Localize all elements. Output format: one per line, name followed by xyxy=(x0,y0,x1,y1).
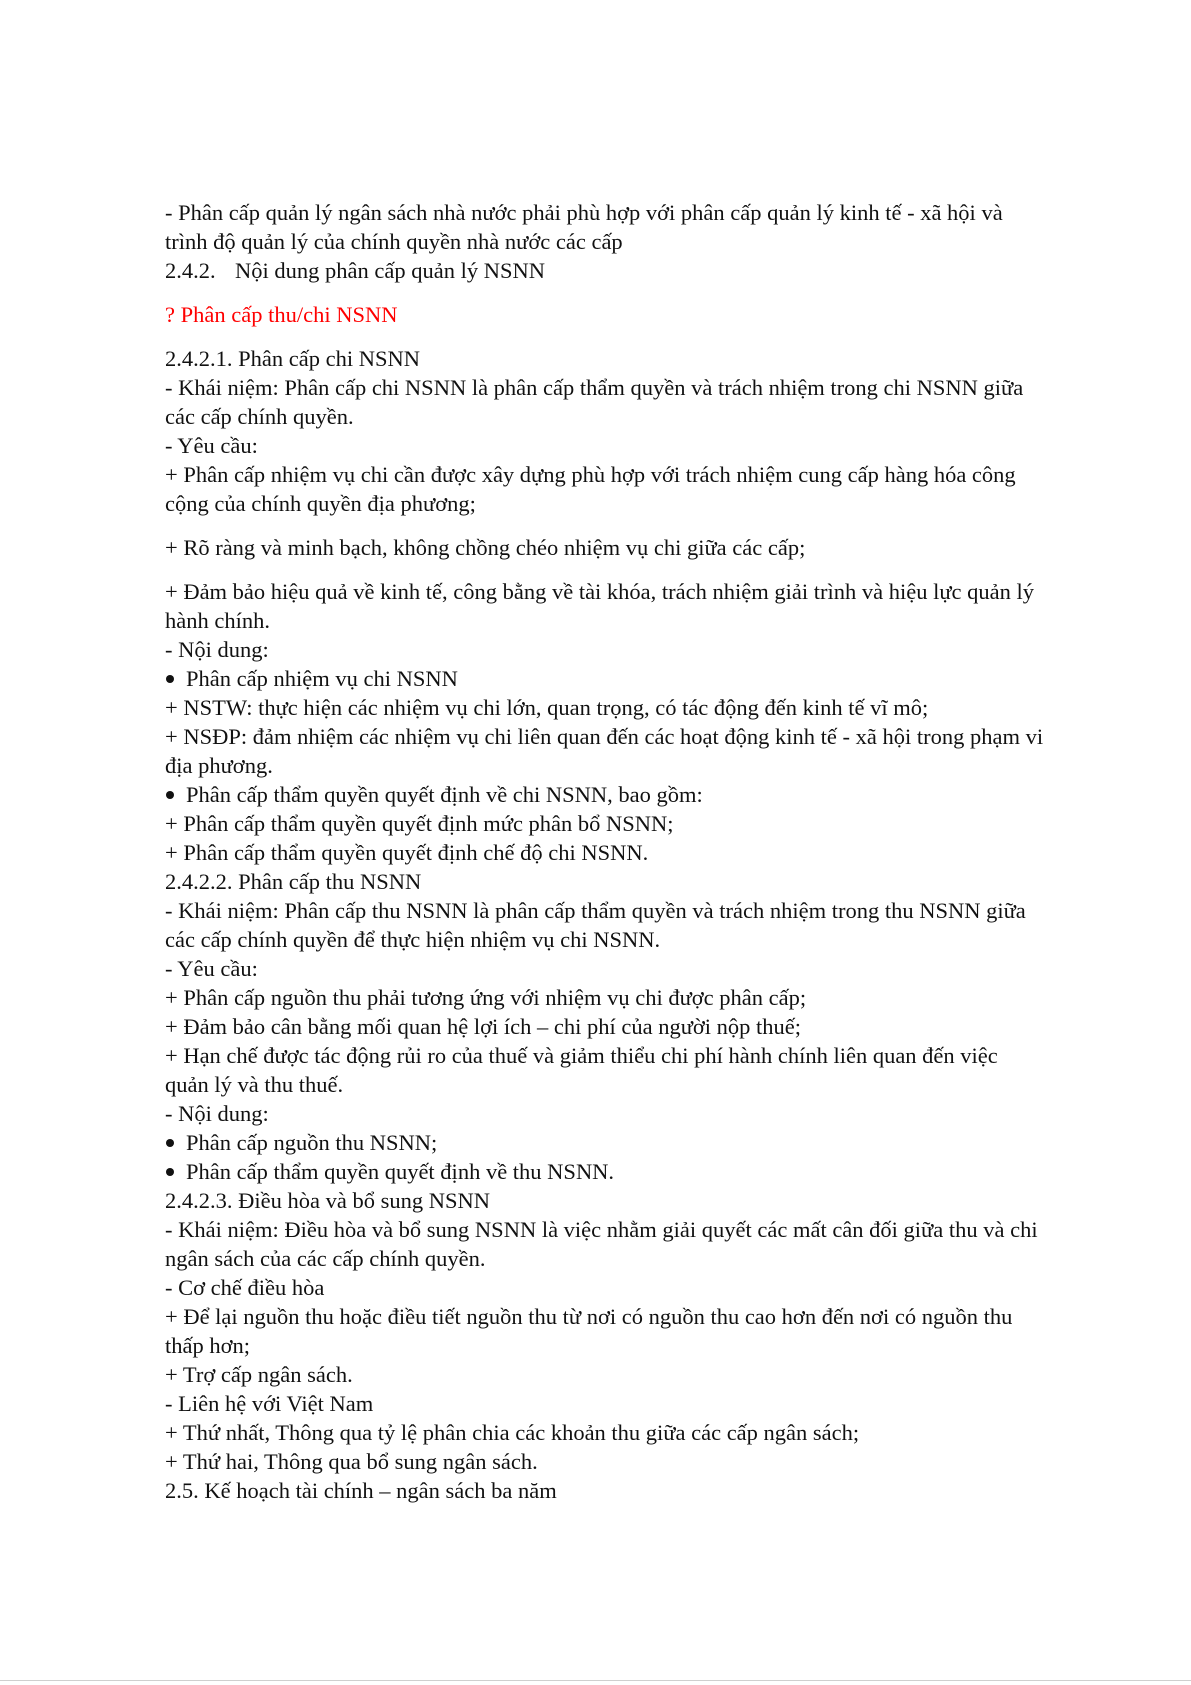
text-line: + Trợ cấp ngân sách. xyxy=(165,1362,353,1387)
bullet-dot-icon xyxy=(166,675,174,683)
bullet-item xyxy=(165,1157,1085,1186)
text-line: + Rõ ràng và minh bạch, không chồng chéo nhiệm vụ chi giữa các cấp; xyxy=(165,535,806,560)
paragraph-block xyxy=(165,344,1085,518)
section-title: Nội dung phân cấp quản lý NSNN xyxy=(235,258,545,283)
text-line: thấp hơn; xyxy=(165,1333,251,1358)
subsection-heading: 2.4.2.3. Điều hòa và bổ sung NSNN xyxy=(165,1188,490,1213)
bullet-text: Phân cấp thẩm quyền quyết định về chi NSNN, bao gồm: xyxy=(186,782,703,807)
text-line: - Yêu cầu: xyxy=(165,956,258,981)
text-line: - Cơ chế điều hòa xyxy=(165,1275,325,1300)
text-line: + Phân cấp thẩm quyền quyết định mức phân bổ NSNN; xyxy=(165,811,674,836)
text-line: quản lý và thu thuế. xyxy=(165,1072,344,1097)
text-line: + Phân cấp thẩm quyền quyết định chế độ chi NSNN. xyxy=(165,840,649,865)
document-body xyxy=(165,198,1085,1505)
paragraph-block xyxy=(165,577,1085,1505)
text-line: địa phương. xyxy=(165,753,273,778)
text-line: + NSTW: thực hiện các nhiệm vụ chi lớn, quan trọng, có tác động đến kinh tế vĩ mô; xyxy=(165,695,929,720)
section-heading: 2.5. Kế hoạch tài chính – ngân sách ba năm xyxy=(165,1478,557,1503)
bullet-text: Phân cấp nguồn thu NSNN; xyxy=(186,1130,438,1155)
bullet-item xyxy=(165,664,1085,693)
text-line: - Khái niệm: Điều hòa và bổ sung NSNN là việc nhằm giải quyết các mất cân đối giữa thu và chi xyxy=(165,1217,1038,1242)
subsection-heading: 2.4.2.1. Phân cấp chi NSNN xyxy=(165,346,420,371)
section-number: 2.4.2. xyxy=(165,258,216,283)
text-line: - Khái niệm: Phân cấp chi NSNN là phân cấp thẩm quyền và trách nhiệm trong chi NSNN giữa xyxy=(165,375,1024,400)
bullet-dot-icon xyxy=(166,1139,174,1147)
text-line: + Phân cấp nguồn thu phải tương ứng với nhiệm vụ chi được phân cấp; xyxy=(165,985,807,1010)
text-line: + NSĐP: đảm nhiệm các nhiệm vụ chi liên quan đến các hoạt động kinh tế - xã hội trong phạm vi xyxy=(165,724,1044,749)
paragraph-block xyxy=(165,533,1085,562)
text-line: - Yêu cầu: xyxy=(165,433,258,458)
bullet-dot-icon xyxy=(166,791,174,799)
bullet-item xyxy=(165,1128,1085,1157)
text-line: + Đảm bảo cân bằng mối quan hệ lợi ích – chi phí của người nộp thuế; xyxy=(165,1014,802,1039)
bullet-text: Phân cấp thẩm quyền quyết định về thu NSNN. xyxy=(186,1159,615,1184)
question-line: ? Phân cấp thu/chi NSNN xyxy=(165,302,398,327)
text-line: + Hạn chế được tác động rủi ro của thuế và giảm thiểu chi phí hành chính liên quan đến việc xyxy=(165,1043,998,1068)
text-line: + Đảm bảo hiệu quả về kinh tế, công bằng về tài khóa, trách nhiệm giải trình và hiệu lực quản lý xyxy=(165,579,1035,604)
text-line: hành chính. xyxy=(165,608,270,633)
text-line: + Để lại nguồn thu hoặc điều tiết nguồn thu từ nơi có nguồn thu cao hơn đến nơi có nguồn thu xyxy=(165,1304,1013,1329)
text-line: cộng của chính quyền địa phương; xyxy=(165,491,476,516)
text-line: + Thứ nhất, Thông qua tỷ lệ phân chia các khoản thu giữa các cấp ngân sách; xyxy=(165,1420,860,1445)
text-line: + Phân cấp nhiệm vụ chi cần được xây dựng phù hợp với trách nhiệm cung cấp hàng hóa công xyxy=(165,462,1016,487)
text-line: các cấp chính quyền để thực hiện nhiệm vụ chi NSNN. xyxy=(165,927,661,952)
text-line: - Khái niệm: Phân cấp thu NSNN là phân cấp thẩm quyền và trách nhiệm trong thu NSNN giữa xyxy=(165,898,1026,923)
text-line: + Thứ hai, Thông qua bổ sung ngân sách. xyxy=(165,1449,538,1474)
subsection-heading: 2.4.2.2. Phân cấp thu NSNN xyxy=(165,869,422,894)
section-heading xyxy=(165,256,1085,285)
text-line: trình độ quản lý của chính quyền nhà nước các cấp xyxy=(165,229,623,254)
text-line: - Liên hệ với Việt Nam xyxy=(165,1391,374,1416)
text-line: - Nội dung: xyxy=(165,1101,269,1126)
text-line: các cấp chính quyền. xyxy=(165,404,354,429)
bullet-dot-icon xyxy=(166,1168,174,1176)
bullet-text: Phân cấp nhiệm vụ chi NSNN xyxy=(186,666,458,691)
text-line: - Phân cấp quản lý ngân sách nhà nước phải phù hợp với phân cấp quản lý kinh tế - xã hội và xyxy=(165,200,1003,225)
text-line: ngân sách của các cấp chính quyền. xyxy=(165,1246,486,1271)
page-bottom-edge xyxy=(0,1680,1191,1681)
text-line: - Nội dung: xyxy=(165,637,269,662)
bullet-item xyxy=(165,780,1085,809)
